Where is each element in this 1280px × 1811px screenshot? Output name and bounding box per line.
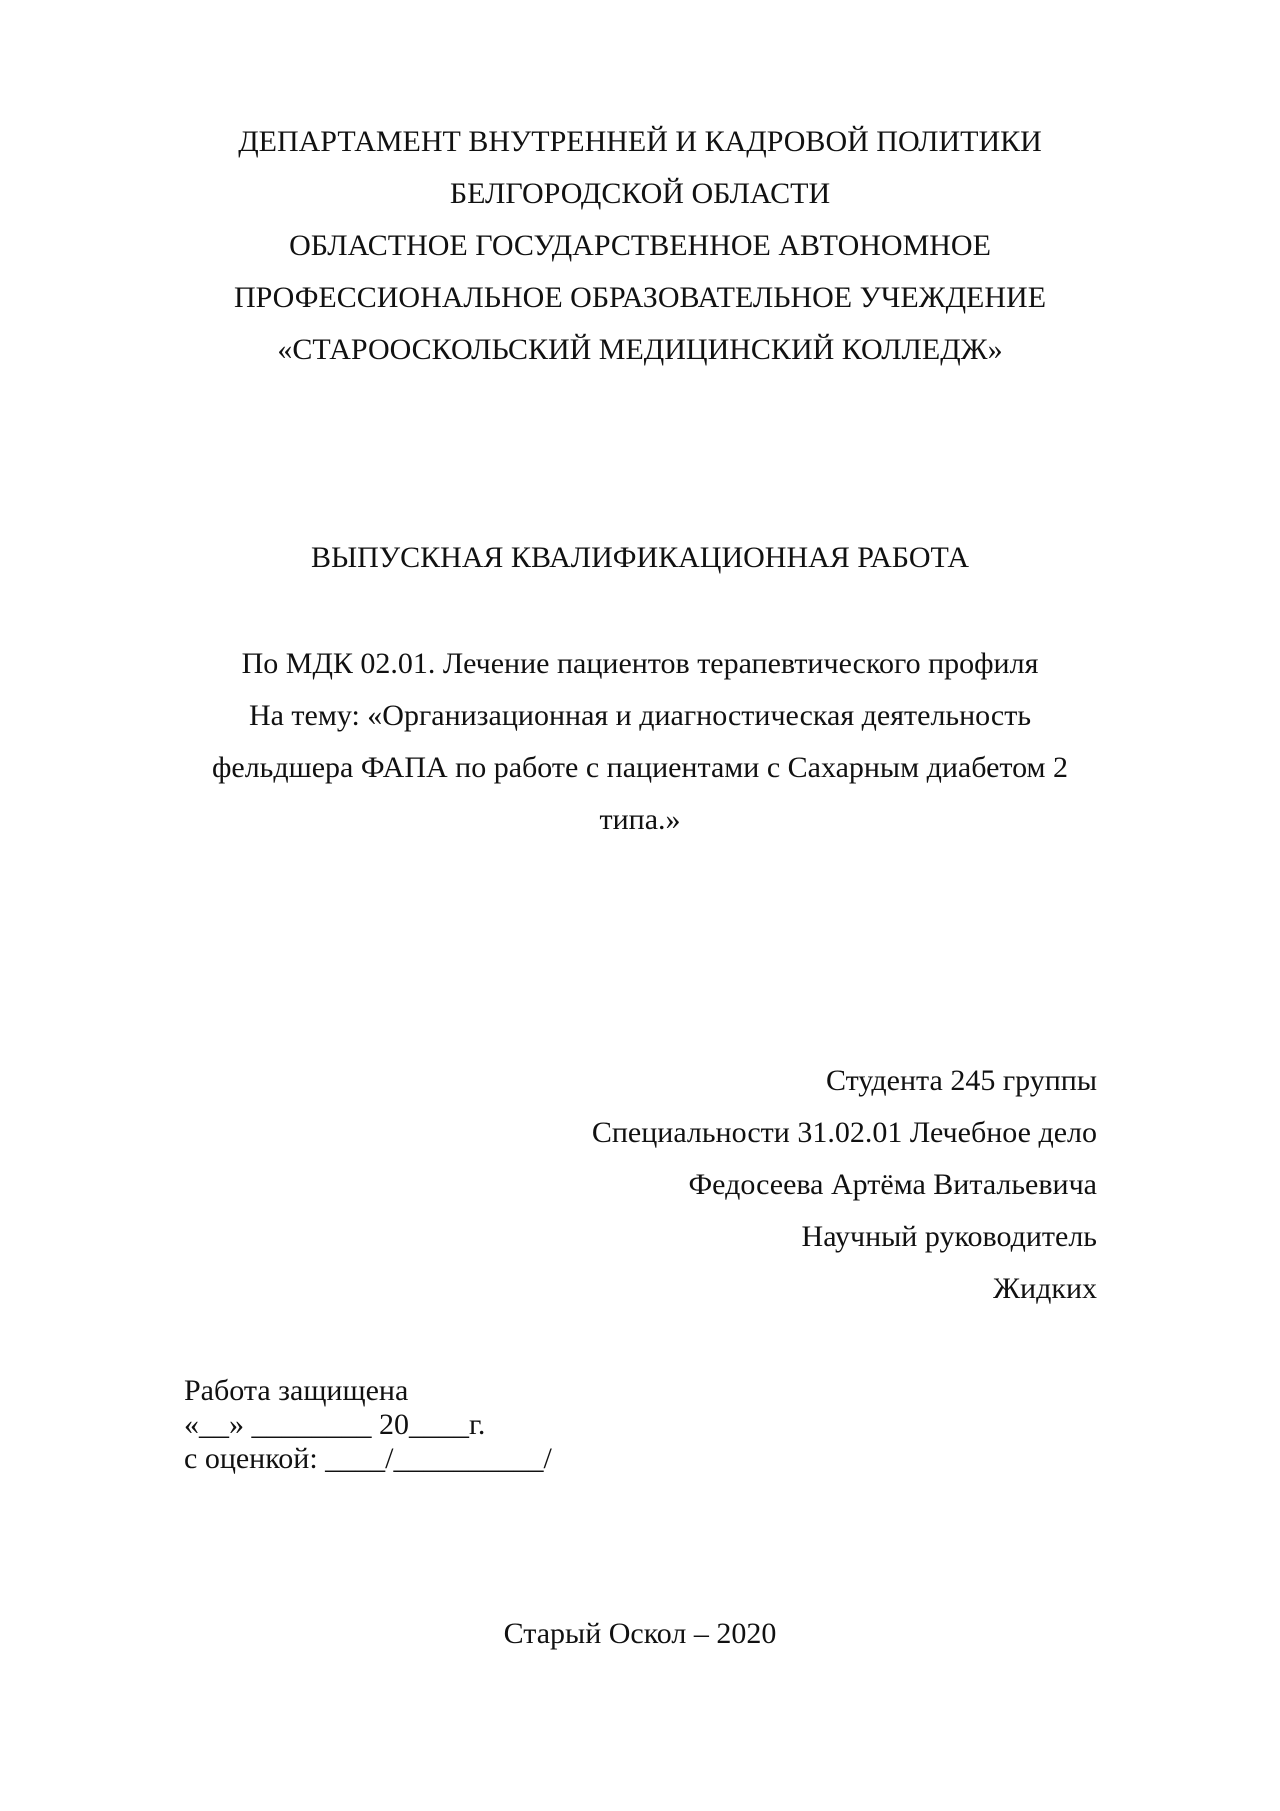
defense-grade: с оценкой: ____/__________/ xyxy=(184,1442,552,1475)
city-year: Старый Оскол – 2020 xyxy=(503,1617,777,1650)
defense-status: Работа защищена xyxy=(184,1374,409,1407)
supervisor-label: Научный руководитель xyxy=(801,1220,1097,1253)
topic-line-1: На тему: «Организационная и диагностическая деятельность xyxy=(248,699,1032,732)
header-line-4: ПРОФЕССИОНАЛЬНОЕ ОБРАЗОВАТЕЛЬНОЕ УЧЕЖДЕНИЕ xyxy=(233,281,1047,314)
supervisor-name: Жидких xyxy=(993,1272,1097,1305)
author-group: Студента 245 группы xyxy=(825,1064,1097,1097)
author-name: Федосеева Артёма Витальевича xyxy=(688,1168,1097,1201)
author-specialty: Специальности 31.02.01 Лечебное дело xyxy=(591,1116,1097,1149)
header-line-5: «СТАРООСКОЛЬСКИЙ МЕДИЦИНСКИЙ КОЛЛЕДЖ» xyxy=(277,333,1003,366)
header-line-2: БЕЛГОРОДСКОЙ ОБЛАСТИ xyxy=(449,177,831,210)
header-line-3: ОБЛАСТНОЕ ГОСУДАРСТВЕННОЕ АВТОНОМНОЕ xyxy=(289,229,991,262)
header-line-1: ДЕПАРТАМЕНТ ВНУТРЕННЕЙ И КАДРОВОЙ ПОЛИТИКИ xyxy=(238,125,1042,158)
topic-line-3: типа.» xyxy=(599,803,681,836)
subject-line: По МДК 02.01. Лечение пациентов терапевтического профиля xyxy=(241,647,1039,680)
defense-date: «__» ________ 20____г. xyxy=(184,1408,486,1441)
work-type-title: ВЫПУСКНАЯ КВАЛИФИКАЦИОННАЯ РАБОТА xyxy=(311,541,969,574)
topic-line-2: фельдшера ФАПА по работе с пациентами с Сахарным диабетом 2 xyxy=(211,751,1069,784)
